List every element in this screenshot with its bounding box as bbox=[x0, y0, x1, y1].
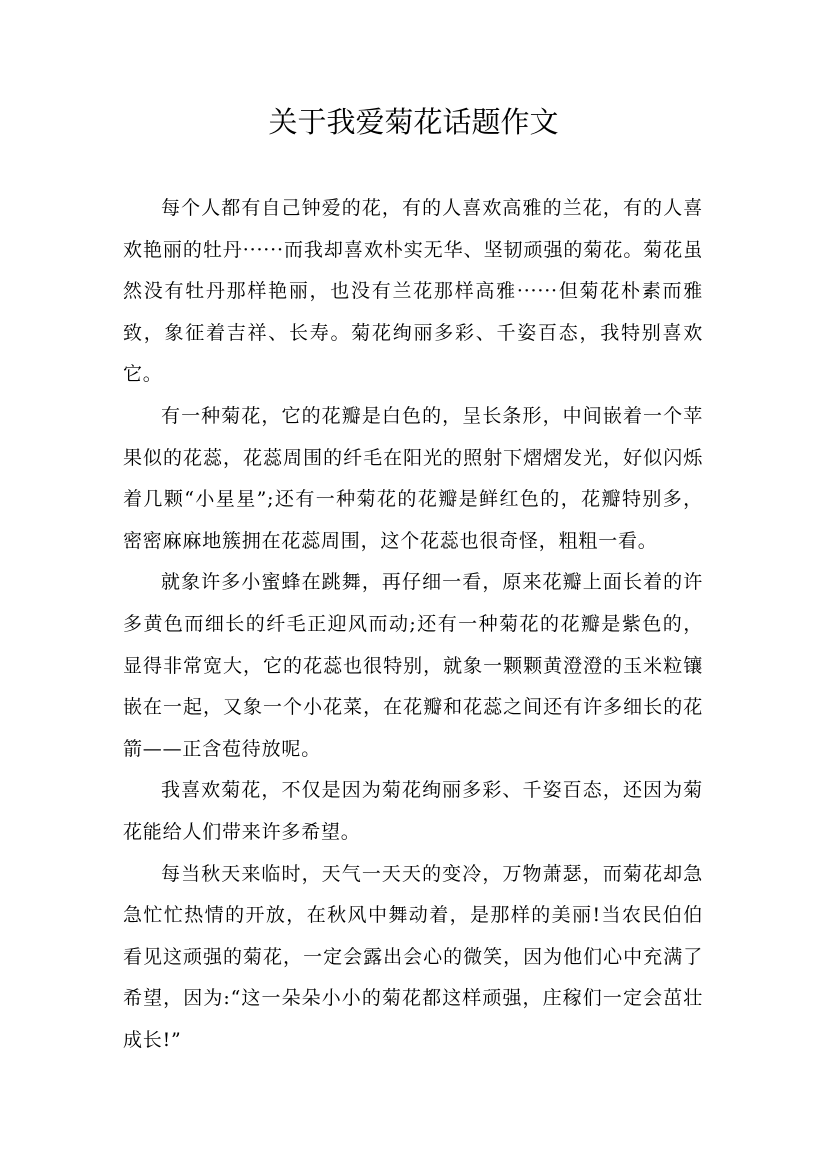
paragraph-4: 我喜欢菊花，不仅是因为菊花绚丽多彩、千姿百态，还因为菊花能给人们带来许多希望。 bbox=[123, 779, 703, 843]
essay-body bbox=[123, 188, 703, 1061]
paragraph-2: 有一种菊花，它的花瓣是白色的，呈长条形，中间嵌着一个苹果似的花蕊，花蕊周围的纤毛在阳光的照射下熠熠发光，好似闪烁着几颗“小星星”;还有一种菊花的花瓣是鲜红色的，花瓣特别多，密密麻麻地簇拥在花蕊周围，这个花蕊也很奇怪，粗粗一看。 bbox=[123, 404, 703, 552]
page-title: 关于我爱菊花话题作文 bbox=[268, 105, 559, 139]
paragraph-3: 就象许多小蜜蜂在跳舞，再仔细一看，原来花瓣上面长着的许多黄色而细长的纤毛正迎风而动;还有一种菊花的花瓣是紫色的，显得非常宽大，它的花蕊也很特别，就象一颗颗黄澄澄的玉米粒镶嵌在一起，又象一个小花菜，在花瓣和花蕊之间还有许多细长的花箭——正含苞待放呢。 bbox=[123, 571, 703, 760]
paragraph-5: 每当秋天来临时，天气一天天的变冷，万物萧瑟，而菊花却急急忙忙热情的开放，在秋风中舞动着，是那样的美丽!当农民伯伯看见这顽强的菊花，一定会露出会心的微笑，因为他们心中充满了希望，因为:“这一朵朵小小的菊花都这样顽强，庄稼们一定会茁壮成长!” bbox=[123, 862, 703, 1051]
paragraph-1: 每个人都有自己钟爱的花，有的人喜欢高雅的兰花，有的人喜欢艳丽的牡丹······而我却喜欢朴实无华、坚韧顽强的菊花。菊花虽然没有牡丹那样艳丽，也没有兰花那样高雅······但菊花朴素而雅致，象征着吉祥、长寿。菊花绚丽多彩、千姿百态，我特别喜欢它。 bbox=[123, 197, 703, 386]
